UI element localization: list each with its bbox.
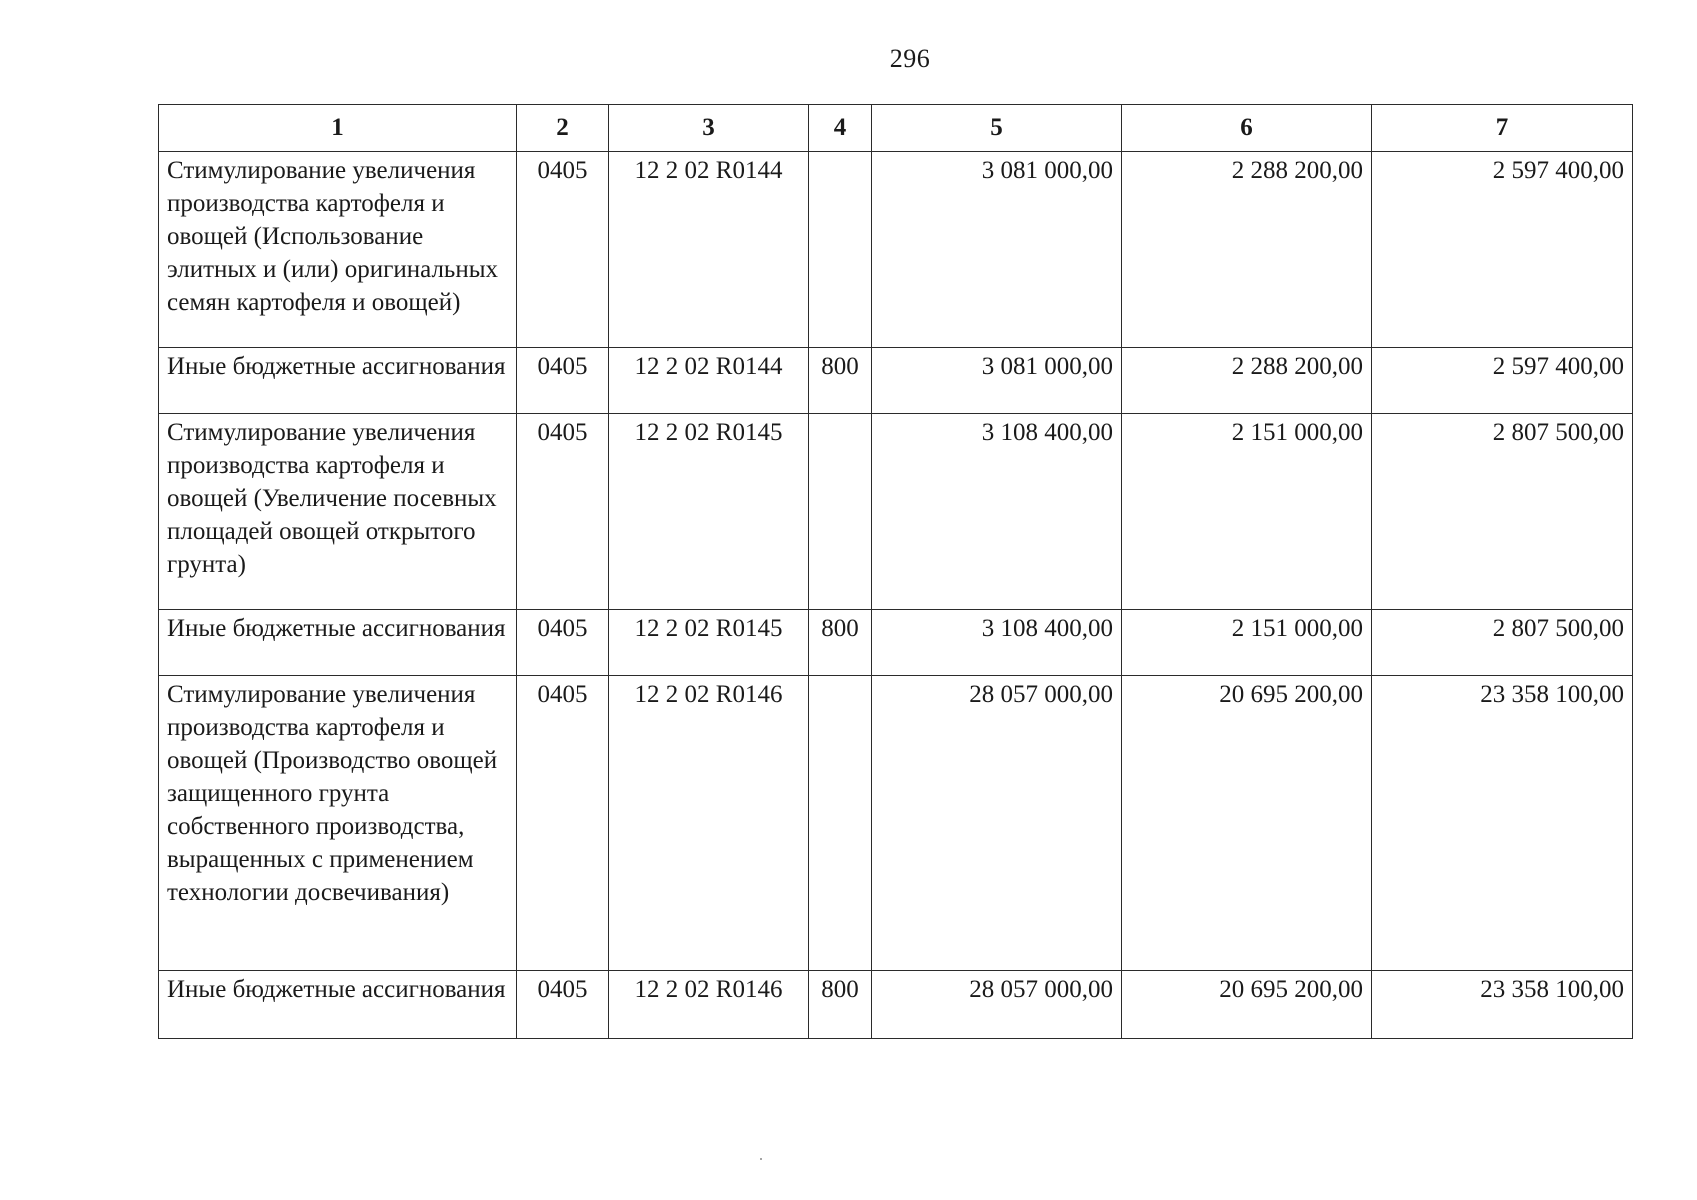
table-row	[159, 610, 1633, 676]
row-amount-6: 20 695 200,00	[1122, 676, 1372, 971]
table-row	[159, 152, 1633, 348]
row-target-code: 12 2 02 R0145	[609, 414, 809, 610]
row-amount-7: 2 597 400,00	[1372, 152, 1633, 348]
row-expense-kind: 800	[809, 610, 872, 676]
header-col-5: 5	[872, 105, 1122, 152]
page-number: 296	[889, 44, 931, 73]
row-expense-kind	[809, 676, 872, 971]
row-amount-5: 28 057 000,00	[872, 676, 1122, 971]
row-amount-5: 28 057 000,00	[872, 971, 1122, 1039]
row-amount-5: 3 081 000,00	[872, 348, 1122, 414]
header-row	[159, 105, 1633, 152]
row-expense-kind	[809, 152, 872, 348]
row-amount-7: 23 358 100,00	[1372, 676, 1633, 971]
row-target-code: 12 2 02 R0144	[609, 348, 809, 414]
header-col-6: 6	[1122, 105, 1372, 152]
row-name: Иные бюджетные ассигнования	[159, 348, 517, 414]
table-row	[159, 971, 1633, 1039]
row-expense-kind: 800	[809, 971, 872, 1039]
row-section: 0405	[517, 676, 609, 971]
row-amount-6: 20 695 200,00	[1122, 971, 1372, 1039]
row-target-code: 12 2 02 R0144	[609, 152, 809, 348]
row-expense-kind: 800	[809, 348, 872, 414]
row-amount-6: 2 288 200,00	[1122, 348, 1372, 414]
row-name: Стимулирование увеличения производства картофеля и овощей (Использование элитных и (или) оригинальных семян картофеля и овощей)	[159, 152, 517, 348]
table-row	[159, 348, 1633, 414]
budget-table	[158, 104, 1633, 1039]
row-amount-5: 3 108 400,00	[872, 414, 1122, 610]
row-target-code: 12 2 02 R0146	[609, 676, 809, 971]
row-amount-5: 3 108 400,00	[872, 610, 1122, 676]
scan-speck	[760, 1158, 762, 1160]
row-target-code: 12 2 02 R0146	[609, 971, 809, 1039]
row-section: 0405	[517, 348, 609, 414]
table-row	[159, 414, 1633, 610]
header-col-3: 3	[609, 105, 809, 152]
header-col-1: 1	[159, 105, 517, 152]
row-name: Иные бюджетные ассигнования	[159, 971, 517, 1039]
row-target-code: 12 2 02 R0145	[609, 610, 809, 676]
row-section: 0405	[517, 414, 609, 610]
header-col-4: 4	[809, 105, 872, 152]
table-row	[159, 676, 1633, 971]
row-amount-7: 23 358 100,00	[1372, 971, 1633, 1039]
row-amount-5: 3 081 000,00	[872, 152, 1122, 348]
row-amount-6: 2 288 200,00	[1122, 152, 1372, 348]
header-col-7: 7	[1372, 105, 1633, 152]
row-section: 0405	[517, 610, 609, 676]
row-name: Стимулирование увеличения производства картофеля и овощей (Увеличение посевных площадей овощей открытого грунта)	[159, 414, 517, 610]
row-amount-7: 2 597 400,00	[1372, 348, 1633, 414]
header-col-2: 2	[517, 105, 609, 152]
row-amount-6: 2 151 000,00	[1122, 414, 1372, 610]
row-name: Стимулирование увеличения производства картофеля и овощей (Производство овощей защищенного грунта собственного производства, выращенных с применением технологии досвечивания)	[159, 676, 517, 971]
row-section: 0405	[517, 152, 609, 348]
row-expense-kind	[809, 414, 872, 610]
row-amount-6: 2 151 000,00	[1122, 610, 1372, 676]
row-name: Иные бюджетные ассигнования	[159, 610, 517, 676]
row-amount-7: 2 807 500,00	[1372, 610, 1633, 676]
row-amount-7: 2 807 500,00	[1372, 414, 1633, 610]
row-section: 0405	[517, 971, 609, 1039]
